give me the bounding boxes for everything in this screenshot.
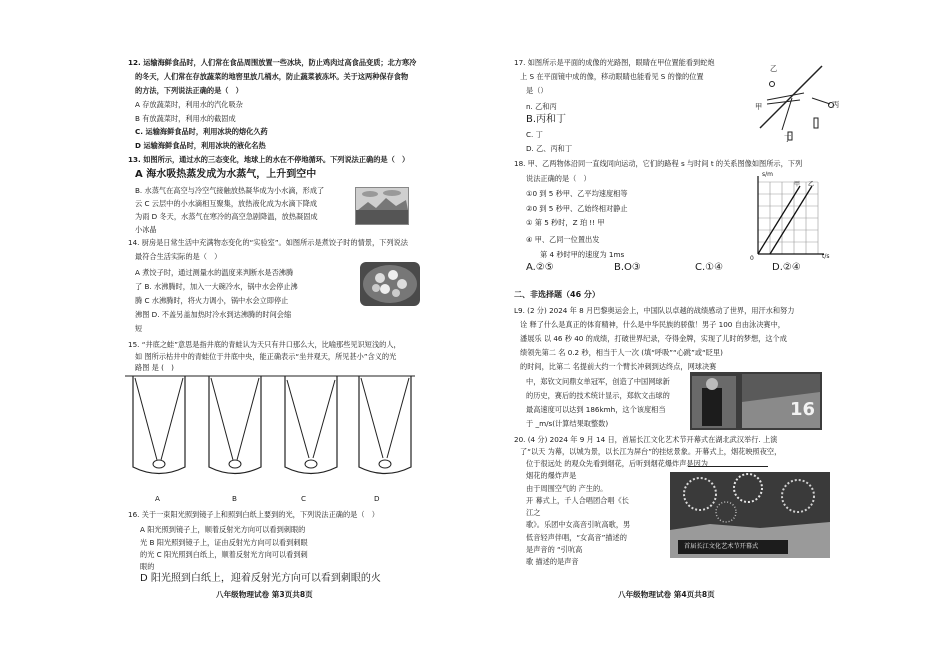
q20-line4: 烟花的爆炸声是 — [526, 471, 577, 480]
q14-stem-line2: 最符合生活实际的是（ ） — [135, 252, 222, 261]
diagram-b — [209, 376, 261, 474]
graph-ylabel: s/m — [762, 171, 773, 178]
label-ding: 丁 — [784, 134, 792, 143]
q15-stem-line1: 15. “井底之蛙”意思是指井底的青蛙认为天只有井口那么大，比喻那些见识短浅的人， — [128, 340, 401, 349]
q20-line3: 位于很远处 的观众先看到烟花，后听到烟花爆炸声是因为 — [526, 459, 708, 468]
diagram-label-a: A — [155, 494, 160, 503]
q20-line8: 歌》。乐团中女高音引吭高歌，男 — [526, 520, 631, 529]
fireworks-photo — [670, 472, 830, 558]
q17-option-d: D. 乙、丙和丁 — [526, 144, 573, 153]
q20-line11: 歌 描述的是声音 — [526, 557, 579, 566]
graph-series-yi: 乙 — [808, 181, 815, 188]
diagram-label-d: D — [374, 494, 380, 503]
q17-option-c: C. 丁 — [526, 130, 543, 139]
q18-statement-5: 第 4 秒时甲的速度为 1ms — [540, 250, 625, 259]
section-title: 二、非选择题（46 分） — [514, 290, 600, 299]
q20-line7: 江之 — [526, 508, 541, 517]
q20-line5: 由于周围空气的 产生的。 — [526, 484, 608, 493]
q12-option-a: A 存放蔬菜时，利用水的汽化吸杂 — [135, 100, 243, 109]
q20-line9: 低音轻声伴唱，“女高音”描述的 — [526, 533, 627, 542]
answer-underline — [688, 466, 768, 467]
graph-xlabel: t/s — [822, 253, 830, 260]
label-bing: 丙 — [832, 100, 840, 109]
q12-option-d: D 运输海鲜食品时，利用冰块的液化名热 — [135, 141, 266, 150]
q17-option-a: n. 乙和丙 — [526, 102, 557, 111]
q19-line3: 潘展乐 以 46 秒 40 的成绩，打破世界纪录，夺得金牌，实现了儿时的梦想，这个成 — [520, 334, 787, 343]
well-frog-diagrams — [125, 372, 425, 482]
q20-line2: 了“以天 为幕，以城为景，以长江为屏台”的挂炫景象。开幕式上，烟花映照夜空， — [520, 447, 782, 456]
q18-choice-a: A.②⑤ — [526, 262, 554, 273]
left-page-footer: 八年级物理试卷 第3页共8页 — [216, 590, 313, 599]
q17-stem-line3: 是（） — [526, 86, 548, 95]
q13-option-b-line2: 云 C 云层中的小水滴相互聚集，放热液化成为水滴下降成 — [135, 199, 318, 208]
q16-option-d: D 阳光照到白纸上，迎着反射光方向可以看到刺眼的火 — [140, 573, 381, 584]
q12-option-c: C. 运输海鲜食品时，利用冰块的熔化久药 — [135, 127, 268, 136]
label-yi: 乙 — [770, 64, 778, 73]
q15-stem-line2: 如 图所示枯井中的青蛙位于井底中央，能正确表示“坐井观天，所见甚小”含义的光 — [135, 352, 397, 361]
q14-option-c: 腾 C 水沸腾时，将火力调小，锅中水会立即停止 — [135, 296, 289, 305]
q16-option-c: 的光 C 阳光照到白纸上，顺着反射光方向可以看到刺 — [140, 550, 308, 559]
q17-stem-line1: 17. 如图所示是平面的成像的光路图，眼睛在甲位置能看到蛇炮 — [514, 58, 715, 67]
q16-stem: 16. 关于一束阳光照到镜子上和照到白纸上要到的光，下列说法正确的是（ ） — [128, 510, 379, 519]
q18-choice-c: C.①④ — [695, 262, 724, 273]
q20-line10: 是声音的 “引吭高 — [526, 545, 583, 554]
q19-line4: 绩领先第二 名 0.2 秒，相当于人一次 (填“呼吸”“心跳”或“眨里) — [520, 348, 723, 357]
q18-choice-d: D.②④ — [772, 262, 801, 273]
mirror-diagram — [752, 58, 842, 148]
water-cycle-figure — [355, 187, 409, 225]
q17-option-b: B.丙和丁 — [526, 114, 567, 125]
q12-stem-line3: 的方法，下列说法正确的是（ ） — [135, 86, 243, 95]
q20-line6: 开 幕式上，千人合唱团合唱《长 — [526, 496, 629, 505]
right-page-footer: 八年级物理试卷 第4页共8页 — [618, 590, 715, 599]
q18-stem-line1: 18. 甲、乙两物体沿同一直线同向运动，它们的路程 s 与时间 t 的关系图像如图所示，下列 — [514, 159, 803, 168]
q18-choice-b: B.O③ — [614, 262, 641, 273]
tennis-photo — [690, 372, 822, 430]
q19-line2: 诠 释了什么是真正的体育精神，什么是中华民族的骄傲！男子 100 自由泳决赛中， — [520, 320, 785, 329]
photo-number: 16 — [790, 399, 816, 420]
graph-origin: 0 — [750, 255, 754, 262]
q12-stem-line1: 12. 运输海鲜食品时，人们常在食品周围放置一些冰块，防止鸡肉过高食品变质；北方寒冷 — [128, 58, 417, 67]
fireworks-caption: 首届长江文化艺术节开幕式 — [684, 543, 759, 550]
q19-line7: 的历史，赛后的技术统计显示，郑软文击球的 — [526, 391, 670, 400]
diagram-d — [359, 376, 411, 474]
q15-stem-line3: 路图 是 ( ) — [135, 363, 174, 372]
q19-line5: 的时间，比第二 名提前大约一个臂长冲刺到达终点，网球决赛 — [520, 362, 717, 371]
q14-option-b: 了 B. 水沸腾时，加入一大碗冷水，锅中水会停止沸 — [135, 282, 298, 291]
st-graph — [748, 172, 828, 272]
q19-line1: L9. (2 分) 2024 年 8 月巴黎奥运会上，中国队以卓越的战绩感动了世界，用汗水和努力 — [514, 306, 795, 315]
q19-line9: 于 _m/s(计算结果取整数) — [526, 419, 609, 428]
q14-stem-line1: 14. 厨房是日常生活中充满物态变化的“实验室”。如图所示是煮饺子时的情景，下列说法 — [128, 238, 408, 247]
q18-statement-1: ①0 到 5 秒甲、乙平均速度相等 — [526, 189, 628, 198]
diagram-label-c: C — [301, 494, 307, 503]
q18-statement-3: ① 第 5 秒时，Z 珀 !! 甲 — [526, 218, 605, 227]
q19-line6: 中，郑钦文问鼎女单冠军，创造了中国网球新 — [526, 377, 670, 386]
q14-option-a: A 煮饺子时，通过测量水的温度来判断水是否沸腾 — [135, 268, 294, 277]
diagram-label-b: B — [232, 494, 237, 503]
q16-option-b: 光 B 阳光照到镜子上，证由反射光方向可以看到刺眼 — [140, 538, 308, 547]
diagram-a — [133, 376, 185, 474]
q18-stem-line2: 说法正确的是（ ） — [526, 174, 591, 183]
diagram-c — [285, 376, 337, 474]
q13-option-b-line1: B. 水蒸气在高空与冷空气接触放热凝华成为小水滴，形成了 — [135, 186, 325, 195]
graph-series-jia: 甲 — [794, 181, 801, 188]
q13-stem: 13. 如图所示，通过水的三态变化，地球上的水在不停地循环。下列说法正确的是（ ） — [128, 155, 410, 164]
dumplings-photo — [360, 262, 420, 306]
q13-option-b-line4: 小冰晶 — [135, 225, 157, 234]
q14-option-d: 沸图 D. 不盖另盖加热时冷水到达沸腾的时间会缩 — [135, 310, 292, 319]
q20-line1: 20. (4 分) 2024 年 9 月 14 日，首届长江文化艺术节开幕式在湖北武汉举行. 上演 — [514, 435, 778, 444]
q17-stem-line2: 上 S 在平面镜中成的像，移动眼睛也能看见 S 的像的位置 — [520, 72, 704, 81]
q16-option-a: A 阳光照到镜子上，顺着反射光方向可以看到刺眼的 — [140, 525, 306, 534]
q19-line8: 最高速度可以达到 186kmh，这个该度相当 — [526, 405, 666, 414]
label-jia: 甲 — [755, 102, 763, 111]
q18-statement-4: ④ 甲、乙同一位置出发 — [526, 235, 600, 244]
q13-option-b-line3: 为雨 D 冬天，水蒸气在寒冷的高空急剧降温，放热凝固成 — [135, 212, 318, 221]
q12-stem-line2: 的冬天，人们常在存放蔬菜的地窖里放几桶水，防止蔬菜被冻坏。关于这两种保存食物 — [135, 72, 409, 81]
q18-statement-2: ②0 到 5 秒甲、乙始终相对静止 — [526, 204, 628, 213]
q13-option-a: A 海水吸热蒸发成为水蒸气，上升到空中 — [135, 169, 317, 180]
q16-option-c-cont: 眼的 — [140, 562, 155, 571]
q12-option-b: B 有放蔬菜时，利用水的截固成 — [135, 114, 236, 123]
q14-option-d-cont: 短 — [135, 324, 143, 333]
